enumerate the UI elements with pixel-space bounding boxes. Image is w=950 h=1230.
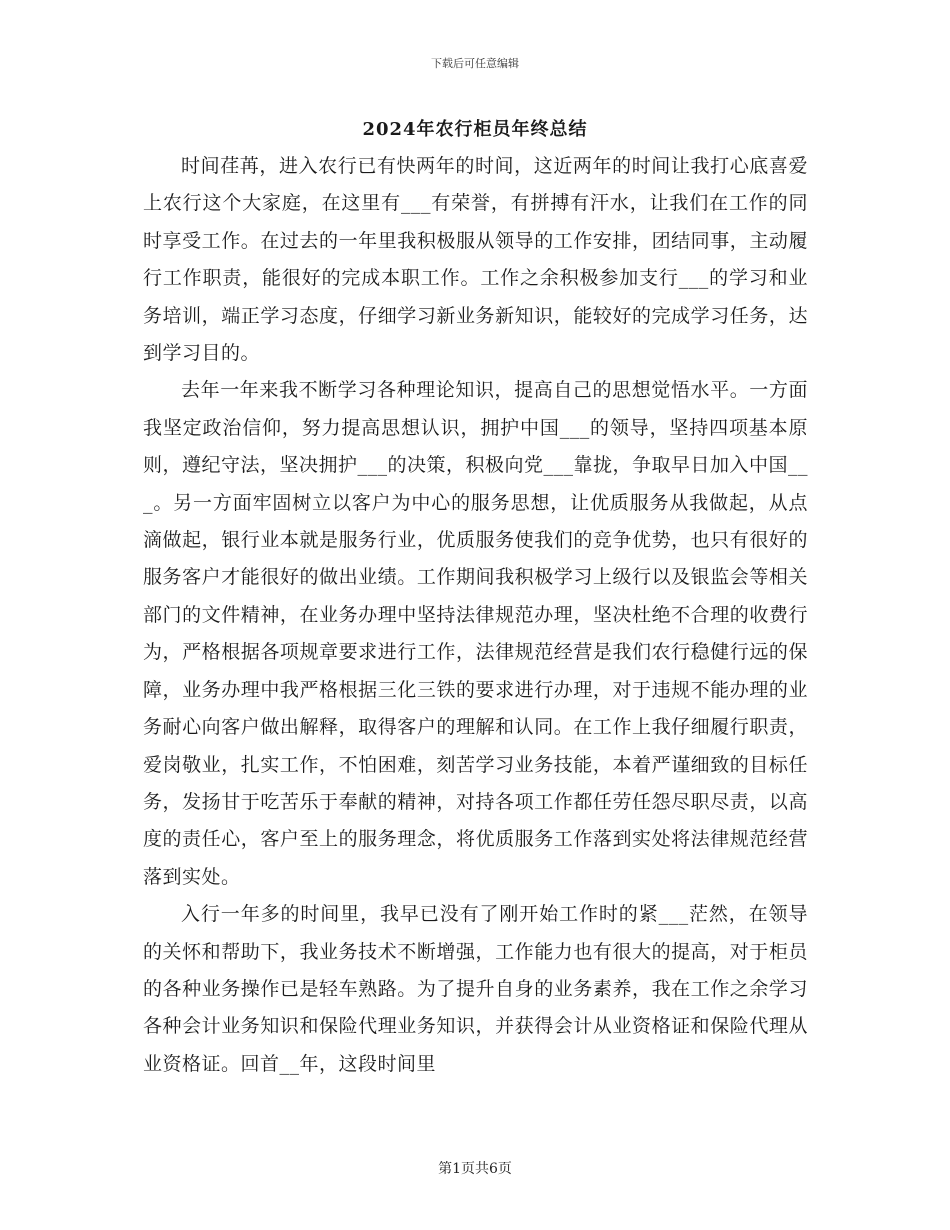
- document-body: [143, 148, 808, 1083]
- document-title: 2024年农行柜员年终总结: [362, 119, 588, 140]
- page-number-footer: 第1页共6页: [438, 1161, 512, 1177]
- paragraph-2: 去年一年来我不断学习各种理论知识，提高自己的思想觉悟水平。一方面我坚定政治信仰，努力提高思想认识，拥护中国___的领导，坚持四项基本原则，遵纪守法，坚决拥护___的决策，积极向党___靠拢，争取早日加入中国___。另一方面牢固树立以客户为中心的服务思想，让优质服务从我做起，从点滴做起，银行业本就是服务行业，优质服务使我们的竞争优势，也只有很好的服务客户才能很好的做出业绩。工作期间我积极学习上级行以及银监会等相关部门的文件精神，在业务办理中坚持法律规范办理，坚决杜绝不合理的收费行为，严格根据各项规章要求进行工作，法律规范经营是我们农行稳健行远的保障，业务办理中我严格根据三化三铁的要求进行办理，对于违规不能办理的业务耐心向客户做出解释，取得客户的理解和认同。在工作上我仔细履行职责，爱岗敬业，扎实工作，不怕困难，刻苦学习业务技能，本着严谨细致的目标任务，发扬甘于吃苦乐于奉献的精神，对持各项工作都任劳任怨尽职尽责，以高度的责任心，客户至上的服务理念，将优质服务工作落到实处将法律规范经营落到实处。: [143, 379, 809, 888]
- paragraph-3: 入行一年多的时间里，我早已没有了刚开始工作时的紧___茫然，在领导的关怀和帮助下，我业务技术不断增强，工作能力也有很大的提高，对于柜员的各种业务操作已是轻车熟路。为了提升自身的业务素养，我在工作之余学习各种会计业务知识和保险代理业务知识，并获得会计从业资格证和保险代理从业资格证。回首__年，这段时间里: [143, 903, 808, 1075]
- page-header-note: 下载后可任意编辑: [431, 57, 519, 70]
- paragraph-1: 时间荏苒，进入农行已有快两年的时间，这近两年的时间让我打心底喜爱上农行这个大家庭，在这里有___有荣誉，有拼搏有汗水，让我们在工作的同时享受工作。在过去的一年里我积极服从领导的工作安排，团结同事，主动履行工作职责，能很好的完成本职工作。工作之余积极参加支行___的学习和业务培训，端正学习态度，仔细学习新业务新知识，能较好的完成学习任务，达到学习目的。: [143, 155, 808, 365]
